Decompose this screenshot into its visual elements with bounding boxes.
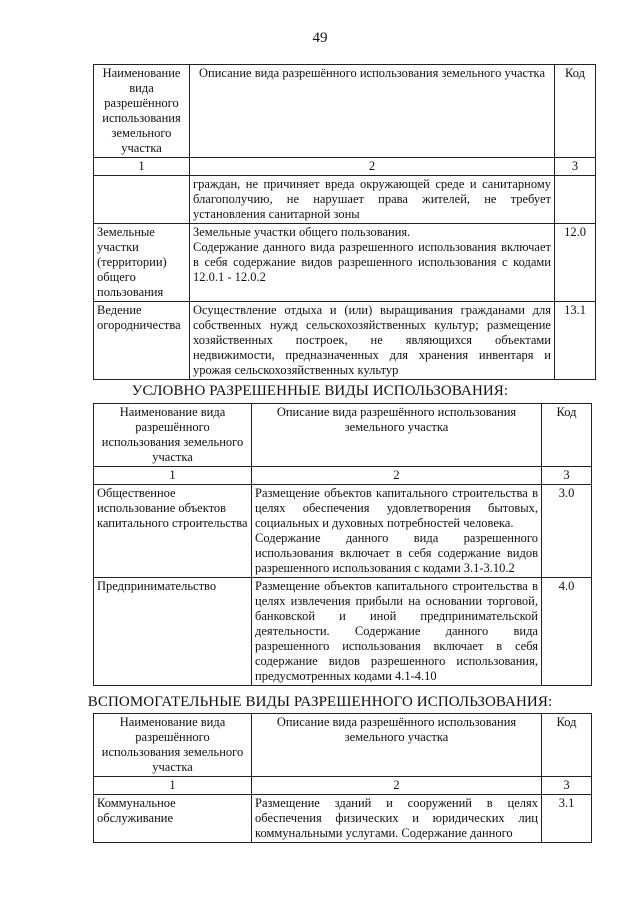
header-code: Код (542, 404, 592, 467)
table-header-row (94, 404, 592, 467)
column-number: 3 (542, 467, 592, 485)
use-code: 13.1 (555, 302, 596, 380)
table-row (94, 176, 596, 224)
column-number: 2 (252, 467, 542, 485)
header-code: Код (542, 714, 592, 777)
use-name: Ведение огородничества (94, 302, 190, 380)
table-row (94, 578, 592, 686)
column-number-row (94, 777, 592, 795)
column-number: 3 (542, 777, 592, 795)
table-row (94, 224, 596, 302)
conditional-uses-table (93, 403, 592, 686)
table-row (94, 485, 592, 578)
column-number: 1 (94, 777, 252, 795)
permitted-uses-table-continued (93, 64, 596, 380)
column-number: 1 (94, 467, 252, 485)
use-name: Общественное использование объектов капитального строительства (94, 485, 252, 578)
use-name (94, 176, 190, 224)
header-name: Наименование вида разрешённого использования земельного участка (94, 404, 252, 467)
table-header-row (94, 714, 592, 777)
use-name: Земельные участки (территории) общего пользования (94, 224, 190, 302)
use-description: Размещение объектов капитального строительства в целях извлечения прибыли на основании торговой, банковской и иной предпринимательской деятельности. Содержание данного вида разрешенного использования включает в себя содержание видов разрешенного использования, предусмотренных кодами 4.1-4.10 (252, 578, 542, 686)
table-header-row (94, 65, 596, 158)
header-name: Наименование вида разрешённого использования земельного участка (94, 65, 190, 158)
header-code: Код (555, 65, 596, 158)
use-description: Земельные участки общего пользования. Содержание данного вида разрешенного использования включает в себя содержание видов разрешенного использования с кодами 12.0.1 - 12.0.2 (190, 224, 555, 302)
use-description: Размещение объектов капитального строительства в целях обеспечения удовлетворения бытовых, социальных и духовных потребностей человека. Содержание данного вида разрешенного использования включает в себя содержание видов разрешенного использования с кодами 3.1-3.10.2 (252, 485, 542, 578)
use-name: Коммунальное обслуживание (94, 795, 252, 843)
auxiliary-uses-heading: ВСПОМОГАТЕЛЬНЫЕ ВИДЫ РАЗРЕШЕННОГО ИСПОЛЬЗОВАНИЯ: (87, 694, 553, 710)
table-row (94, 795, 592, 843)
auxiliary-uses-table (93, 713, 592, 843)
use-description: Размещение зданий и сооружений в целях обеспечения физических и юридических лиц коммунальными услугами. Содержание данного (252, 795, 542, 843)
table-row (94, 302, 596, 380)
header-description: Описание вида разрешённого использования земельного участка (190, 65, 555, 158)
use-code: 3.1 (542, 795, 592, 843)
column-number: 2 (190, 158, 555, 176)
use-description: Осуществление отдыха и (или) выращивания гражданами для собственных нужд сельскохозяйственных культур; размещение хозяйственных построек, не являющихся объектами недвижимости, предназначенных для хранения инвентаря и урожая сельскохозяйственных культур (190, 302, 555, 380)
column-number: 1 (94, 158, 190, 176)
page-number: 49 (312, 30, 328, 46)
header-name: Наименование вида разрешённого использования земельного участка (94, 714, 252, 777)
header-description: Описание вида разрешённого использования земельного участка (252, 404, 542, 467)
use-code: 3.0 (542, 485, 592, 578)
column-number-row (94, 467, 592, 485)
column-number: 2 (252, 777, 542, 795)
column-number-row (94, 158, 596, 176)
conditional-uses-heading: УСЛОВНО РАЗРЕШЕННЫЕ ВИДЫ ИСПОЛЬЗОВАНИЯ: (131, 383, 509, 399)
use-name: Предпринимательство (94, 578, 252, 686)
header-description: Описание вида разрешённого использования земельного участка (252, 714, 542, 777)
use-code (555, 176, 596, 224)
column-number: 3 (555, 158, 596, 176)
use-description: граждан, не причиняет вреда окружающей среде и санитарному благополучию, не нарушает права жителей, не требует установления санитарной зоны (190, 176, 555, 224)
use-code: 4.0 (542, 578, 592, 686)
use-code: 12.0 (555, 224, 596, 302)
